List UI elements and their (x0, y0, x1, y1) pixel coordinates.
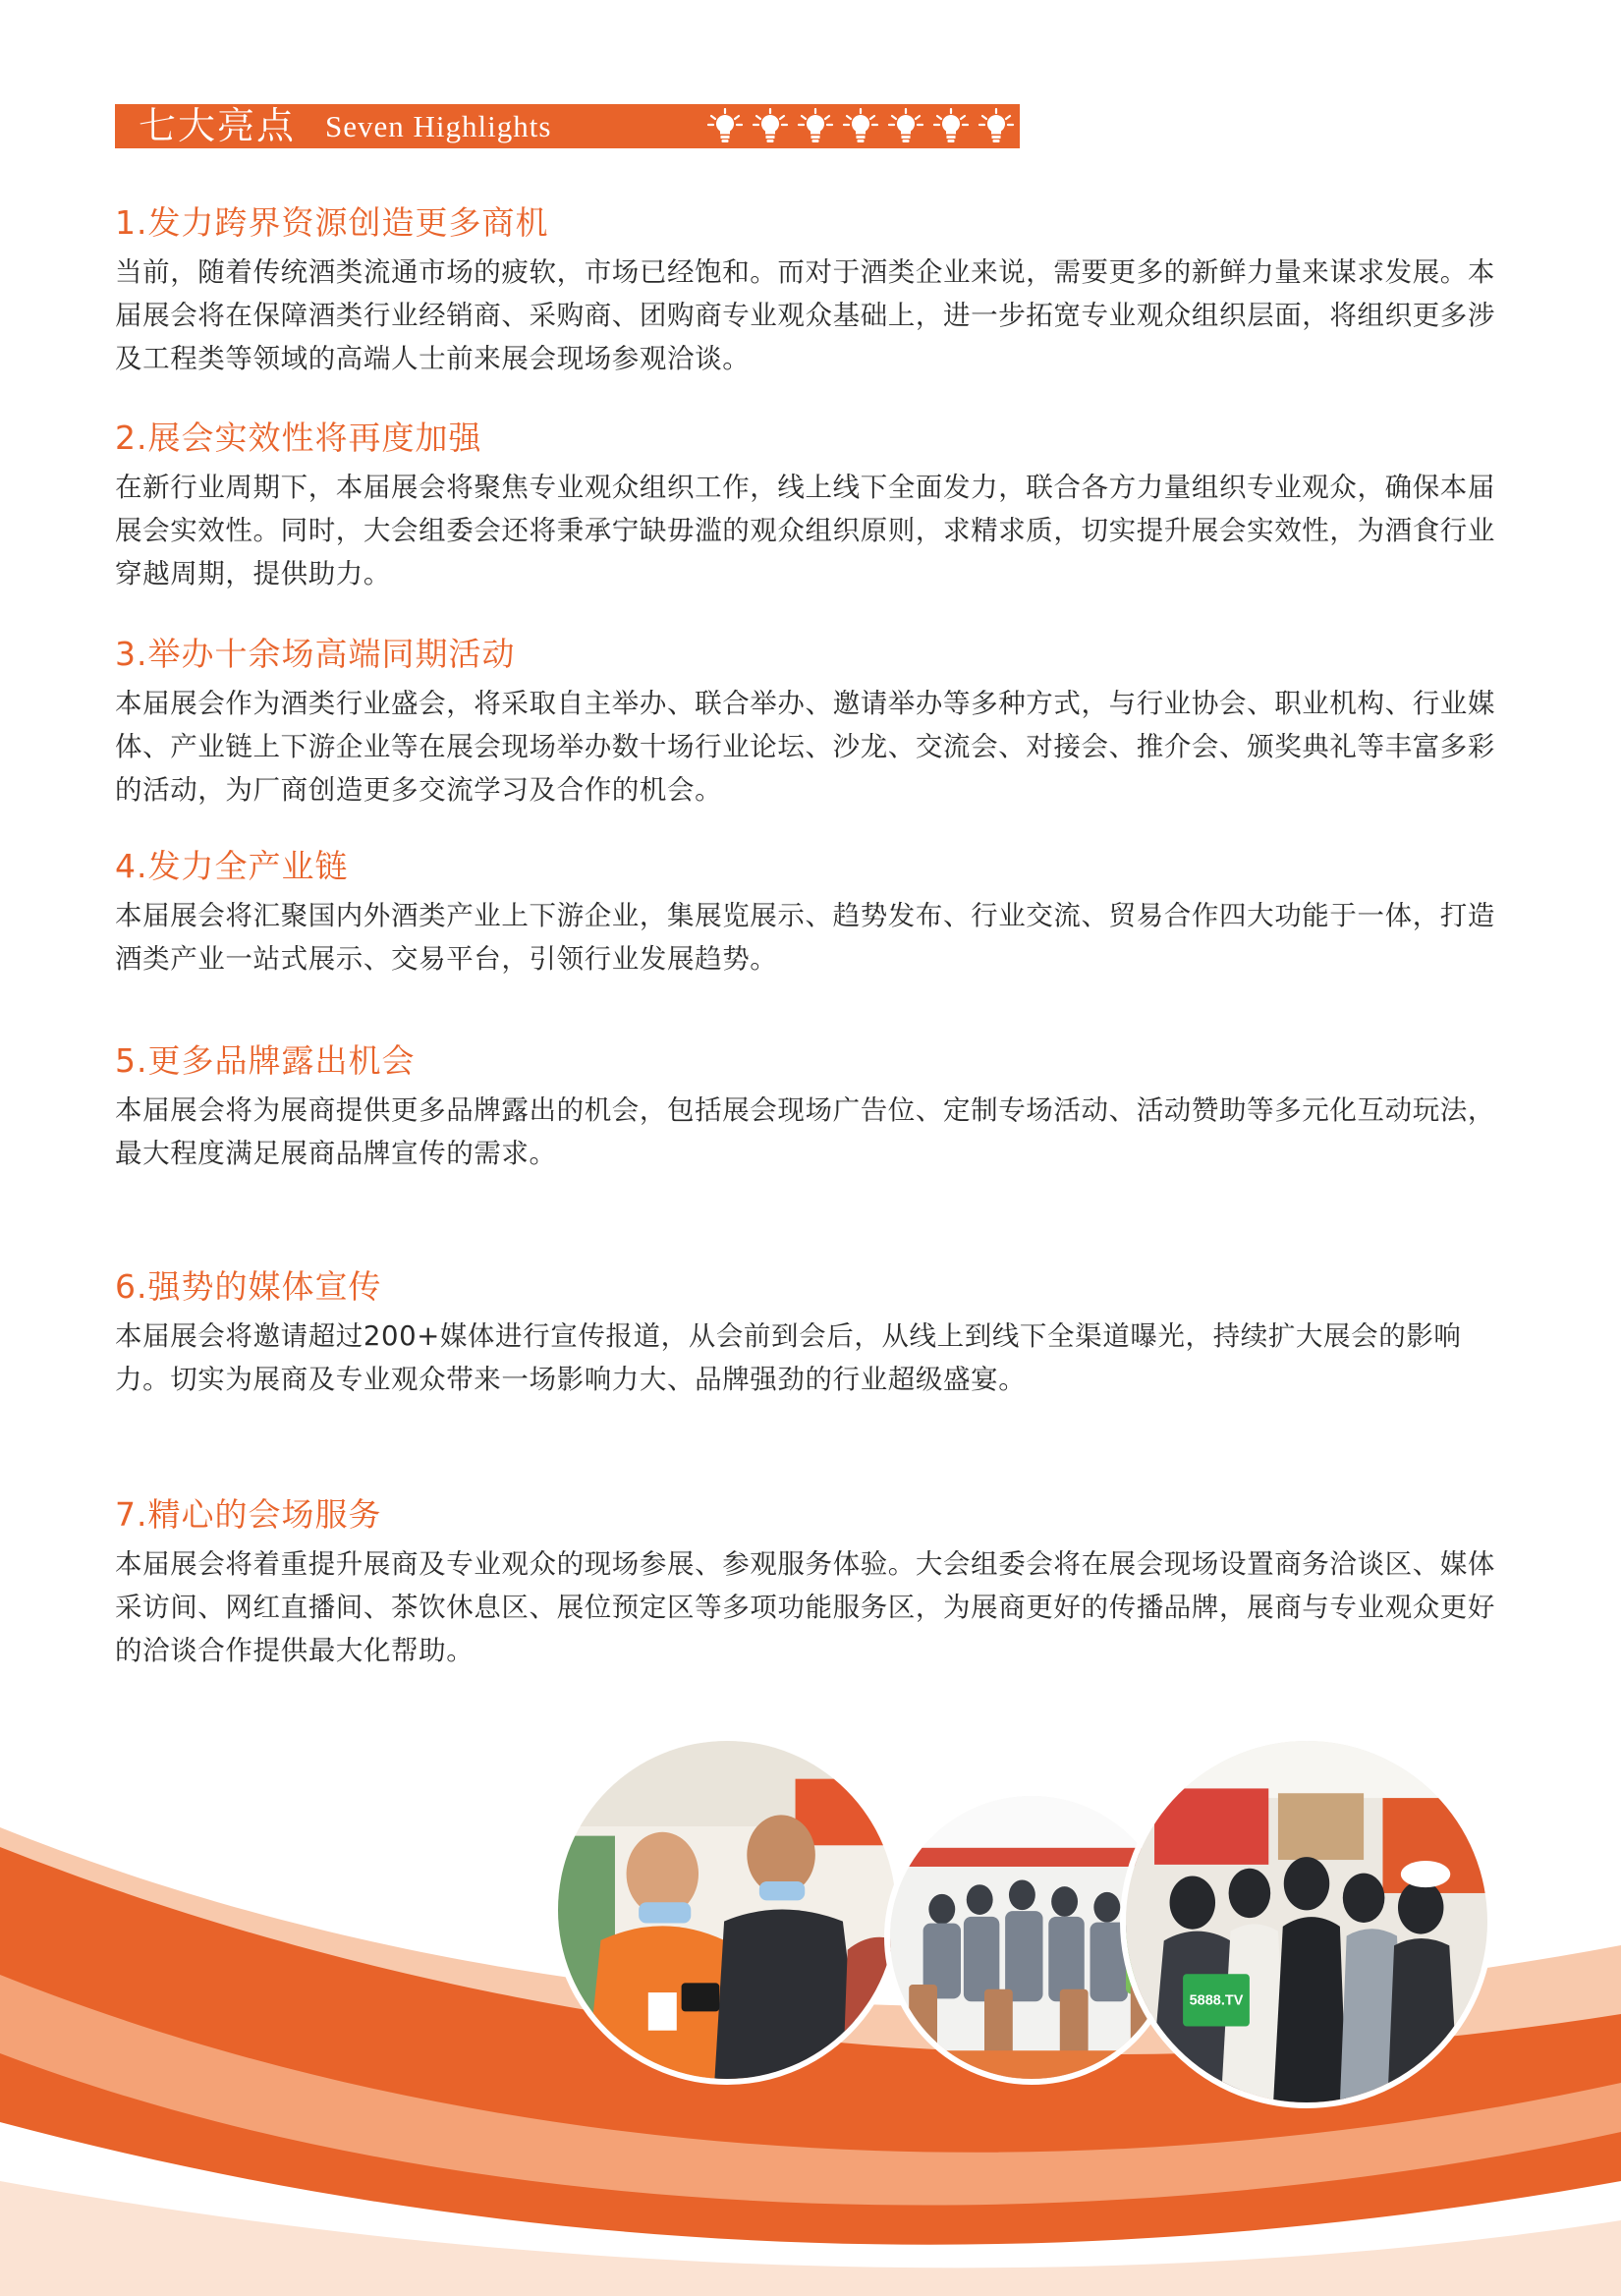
header-title-cn: 七大亮点 (139, 104, 297, 147)
section-title: 3.举办十余场高端同期活动 (115, 635, 516, 673)
section-title: 2.展会实效性将再度加强 (115, 419, 482, 457)
highlight-section-4 (115, 845, 1510, 980)
section-body: 本届展会将汇聚国内外酒类产业上下游企业，集展览展示、趋势发布、行业交流、贸易合作四大功能于一体，打造酒类产业一站式展示、交易平台，引领行业发展趋势。 (115, 900, 1495, 975)
event-photo-crowd (1120, 1735, 1493, 2108)
lightbulb-icon (838, 108, 883, 145)
lightbulb-icon (748, 108, 793, 145)
lightbulb-icon (702, 108, 748, 145)
section-header-bar (115, 104, 1020, 148)
lightbulb-icon (974, 108, 1019, 145)
lightbulb-icon (793, 108, 838, 145)
lightbulb-row (702, 108, 1019, 145)
section-title: 5.更多品牌露出机会 (115, 1041, 416, 1080)
section-title: 4.发力全产业链 (115, 847, 349, 885)
section-body: 本届展会作为酒类行业盛会，将采取自主举办、联合举办、邀请举办等多种方式，与行业协会、职业机构、行业媒体、产业链上下游企业等在展会现场举办数十场行业论坛、沙龙、交流会、对接会、推介会、颁奖典礼等丰富多彩的活动，为厂商创造更多交流学习及合作的机会。 (115, 688, 1495, 806)
section-body: 在新行业周期下，本届展会将聚焦专业观众组织工作，线上线下全面发力，联合各方力量组织专业观众，确保本届展会实效性。同时，大会组委会还将秉承宁缺毋滥的观众组织原则，求精求质，切实提升展会实效性，为酒食行业穿越周期，提供助力。 (115, 472, 1495, 589)
section-body: 当前，随着传统酒类流通市场的疲软，市场已经饱和。而对于酒类企业来说，需要更多的新鲜力量来谋求发展。本届展会将在保障酒类行业经销商、采购商、团购商专业观众基础上，进一步拓宽专业观众组织层面，将组织更多涉及工程类等领域的高端人士前来展会现场参观洽谈。 (115, 256, 1495, 374)
header-title-en: Seven Highlights (325, 109, 552, 143)
section-title: 1.发力跨界资源创造更多商机 (115, 203, 549, 242)
highlight-section-2 (115, 417, 1510, 595)
highlight-section-1 (115, 201, 1510, 380)
highlight-section-6 (115, 1265, 1510, 1401)
section-title: 7.精心的会场服务 (115, 1495, 382, 1534)
lightbulb-icon (928, 108, 974, 145)
photo-sign-text: 5888.TV (1189, 1992, 1244, 2009)
section-title: 6.强势的媒体宣传 (115, 1267, 382, 1306)
section-body: 本届展会将邀请超过200+媒体进行宣传报道，从会前到会后，从线上到线下全渠道曝光，持续扩大展会的影响力。切实为展商及专业观众带来一场影响力大、品牌强劲的行业超级盛宴。 (115, 1320, 1462, 1395)
section-body: 本届展会将为展商提供更多品牌露出的机会，包括展会现场广告位、定制专场活动、活动赞助等多元化互动玩法，最大程度满足展商品牌宣传的需求。 (115, 1094, 1495, 1169)
highlight-section-7 (115, 1493, 1510, 1672)
highlight-section-3 (115, 633, 1510, 812)
event-photo-registration (552, 1735, 902, 2085)
highlight-section-5 (115, 1039, 1510, 1175)
lightbulb-icon (883, 108, 928, 145)
section-body: 本届展会将着重提升展商及专业观众的现场参展、参观服务体验。大会组委会将在展会现场设置商务洽谈区、媒体采访间、网红直播间、茶饮休息区、展位预定区等多项功能服务区，为展商更好的传播品牌，展商与专业观众更好的洽谈合作提供最大化帮助。 (115, 1548, 1495, 1666)
